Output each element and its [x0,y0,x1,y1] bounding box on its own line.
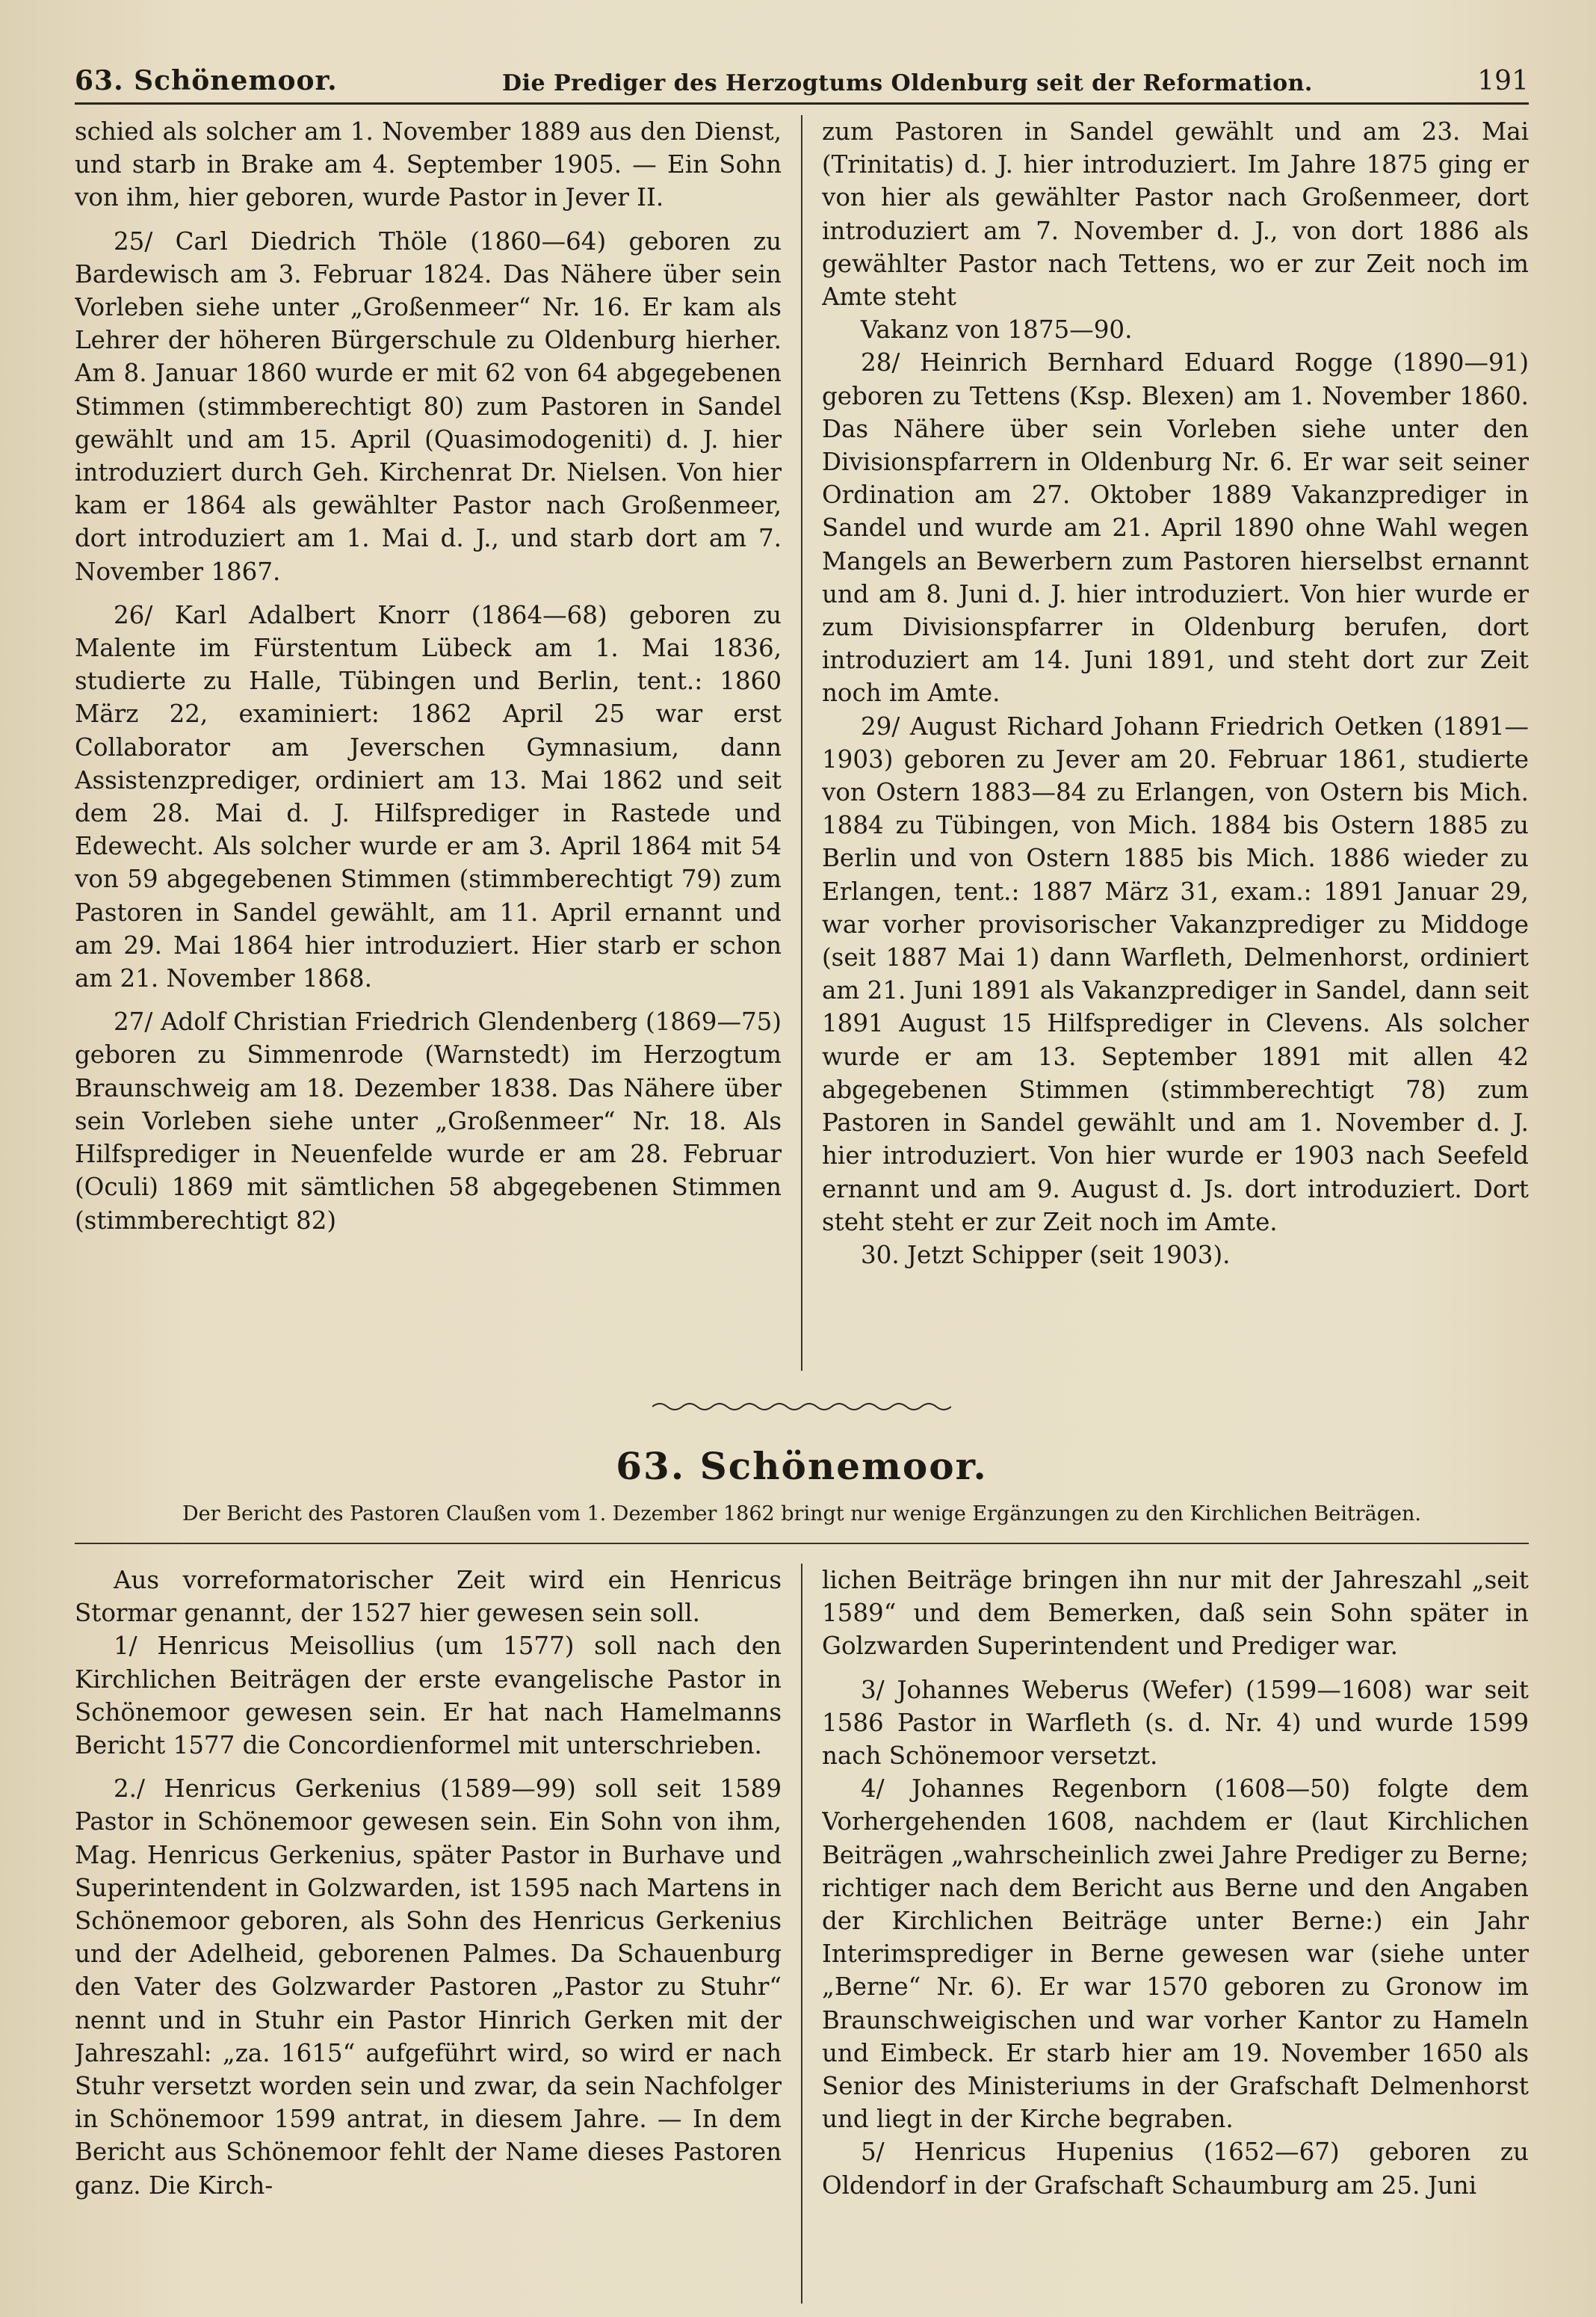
bottom-columns [75,1564,1529,2304]
paragraph: schied als solcher am 1. November 1889 aus den Dienst, und starb in Brake am 4. September 1905. — Ein Sohn von ihm, hier geboren, wurde Pastor in Jever II. [75,117,782,212]
paragraph: 29/ August Richard Johann Friedrich Oetken (1891—1903) geboren zu Jever am 20. Februar 1861, studierte von Ostern 1883—84 zu Erlangen, von Ostern bis Mich. 1884 zu Tübingen, von Mich. 1884 bis Ostern 1885 zu Berlin und von Ostern 1885 bis Mich. 1886 wieder zu Erlangen, tent.: 1887 März 31, exam.: 1891 Januar 29, war vorher provisorischer Vakanzprediger zu Middoge (seit 1887 Mai 1) dann Warfleth, Delmenhorst, ordiniert am 21. Juni 1891 als Vakanzprediger in Sandel, dann seit 1891 August 15 Hilfsprediger in Clevens. Als solcher wurde er am 13. September 1891 mit allen 42 abgegebenen Stimmen (stimmberechtigt 78) zum Pastoren in Sandel gewählt und am 1. November d. J. hier introduziert. Von hier wurde er 1903 nach Seefeld ernannt und am 9. August d. Js. dort introduziert. Dort steht steht er zur Zeit noch im Amte. [822,712,1529,1236]
top-left-column [75,115,782,1371]
paragraph: lichen Beiträge bringen ihn nur mit der Jahreszahl „seit 1589“ und dem Bemerken, daß sein Sohn später in Golzwarden Superintendent und Prediger war. [822,1566,1529,1661]
ornament-divider [652,1401,951,1413]
running-title: Die Prediger des Herzogtums Oldenburg seit der Reformation. [502,70,1313,96]
paragraph: 27/ Adolf Christian Friedrich Glendenberg (1869—75) geboren zu Simmenrode (Warnstedt) im Herzogtum Braunschweig am 18. Dezember 1838. Das Nähere über sein Vorleben siehe unter „Großenmeer“ Nr. 18. Als Hilfsprediger in Neuenfelde wurde er am 28. Februar (Oculi) 1869 mit sämtlichen 58 abgegebenen Stimmen (stimmberechtigt 82) [75,1008,782,1235]
top-columns [75,115,1529,1371]
paragraph: 30. Jetzt Schipper (seit 1903). [861,1240,1231,1269]
paragraph: 3/ Johannes Weberus (Wefer) (1599—1608) war seit 1586 Pastor in Warfleth (s. d. Nr. 4) und wurde 1599 nach Schönemoor versetzt. [822,1675,1529,1771]
bottom-right-column [822,1564,1529,2304]
page-number: 191 [1477,66,1529,96]
section-title: 63. Schönemoor. [616,1444,988,1488]
paragraph: 25/ Carl Diedrich Thöle (1860—64) geboren zu Bardewisch am 3. Februar 1824. Das Nähere über sein Vorleben siehe unter „Großenmeer“ Nr. 16. Er kam als Lehrer der höheren Bürgerschule zu Oldenburg hierher. Am 8. Januar 1860 wurde er mit 62 von 64 abgegebenen Stimmen (stimmberechtigt 80) zum Pastoren in Sandel gewählt und am 15. April (Quasimodogeniti) d. J. hier introduziert durch Geh. Kirchenrat Dr. Nielsen. Von hier kam er 1864 als gewählter Pastor nach Großenmeer, dort introduziert am 1. Mai d. J., und starb dort am 7. November 1867. [75,226,782,586]
paragraph: 26/ Karl Adalbert Knorr (1864—68) geboren zu Malente im Fürstentum Lübeck am 1. Mai 1836, studierte zu Halle, Tübingen und Berlin, tent.: 1860 März 22, examiniert: 1862 April 25 war erst Collaborator am Jeverschen Gymnasium, dann Assistenzprediger, ordiniert am 13. Mai 1862 und seit dem 28. Mai d. J. Hilfsprediger in Rastede und Edewecht. Als solcher wurde er am 3. April 1864 mit 54 von 59 abgegebenen Stimmen (stimmberechtigt 79) zum Pastoren in Sandel gewählt, am 11. April ernannt und am 29. Mai 1864 hier introduziert. Hier starb er schon am 21. November 1868. [75,600,782,993]
section-subtitle: Der Bericht des Pastoren Claußen vom 1. Dezember 1862 bringt nur wenige Ergänzungen zu den Kirchlichen Beiträgen. [75,1501,1529,1544]
paragraph: Aus vorreformatorischer Zeit wird ein Henricus Stormar genannt, der 1527 hier gewesen sein soll. [75,1566,782,1628]
paragraph: 28/ Heinrich Bernhard Eduard Rogge (1890—91) geboren zu Tettens (Ksp. Blexen) am 1. November 1860. Das Nähere über sein Vorleben siehe unter den Divisionspfarrern in Oldenburg Nr. 6. Er war seit seiner Ordination am 27. Oktober 1889 Vakanzprediger in Sandel und wurde am 21. April 1890 ohne Wahl wegen Mangels an Bewerbern zum Pastoren hierselbst ernannt und am 8. Juni d. J. hier introduziert. Von hier wurde er zum Divisionspfarrer in Oldenburg berufen, dort introduziert am 14. Juni 1891, und steht dort zur Zeit noch im Amte. [822,348,1529,708]
paragraph: 5/ Henricus Hupenius (1652—67) geboren zu Oldendorf in der Grafschaft Schaumburg am 25. Juni [822,2138,1529,2200]
top-right-column [822,115,1529,1371]
running-head [75,52,1529,105]
bottom-left-column [75,1564,782,2304]
section-label: 63. Schönemoor. [75,65,338,96]
paragraph: zum Pastoren in Sandel gewählt und am 23. Mai (Trinitatis) d. J. hier introduziert. Im Jahre 1875 ging er von hier als gewählter Pastor nach Großenmeer, dort introduziert am 7. November d. J., von dort 1886 als gewählter Pastor nach Tettens, wo er zur Zeit noch im Amte steht [822,117,1529,312]
paragraph: 2./ Henricus Gerkenius (1589—99) soll seit 1589 Pastor in Schönemoor gewesen sein. Ein Sohn von ihm, Mag. Henricus Gerkenius, später Pastor in Burhave und Superintendent in Golzwarden, ist 1595 nach Martens in Schönemoor geboren, als Sohn des Henricus Gerkenius und der Adelheid, geborenen Palmes. Da Schauenburg den Vater des Golzwarder Pastoren „Pastor zu Stuhr“ nennt und in Stuhr ein Pastor Hinrich Gerken mit der Jahreszahl: „za. 1615“ aufgeführt wird, so wird er nach Stuhr versetzt worden sein und zwar, da sein Nachfolger in Schönemoor 1599 antrat, in diesem Jahre. — In dem Bericht aus Schönemoor fehlt der Name dieses Pastoren ganz. Die Kirch- [75,1774,782,2200]
paragraph: 1/ Henricus Meisollius (um 1577) soll nach den Kirchlichen Beiträgen der erste evangelische Pastor in Schönemoor gewesen sein. Er hat nach Hamelmanns Bericht 1577 die Concordienformel mit unterschrieben. [75,1632,782,1760]
paragraph: Vakanz von 1875—90. [861,315,1133,345]
paragraph: 4/ Johannes Regenborn (1608—50) folgte dem Vorhergehenden 1608, nachdem er (laut Kirchlichen Beiträgen „wahrscheinlich zwei Jahre Prediger zu Berne; richtiger nach dem Bericht aus Berne und den Angaben der Kirchlichen Beiträge unter Berne:) ein Jahr Interimsprediger in Berne gewesen war (siehe unter „Berne“ Nr. 6). Er war 1570 geboren zu Gronow im Braunschweigischen und war vorher Kantor zu Hameln und Eimbeck. Er starb hier am 19. November 1650 als Senior des Ministeriums in der Grafschaft Delmenhorst und liegt in der Kirche begraben. [822,1774,1529,2134]
